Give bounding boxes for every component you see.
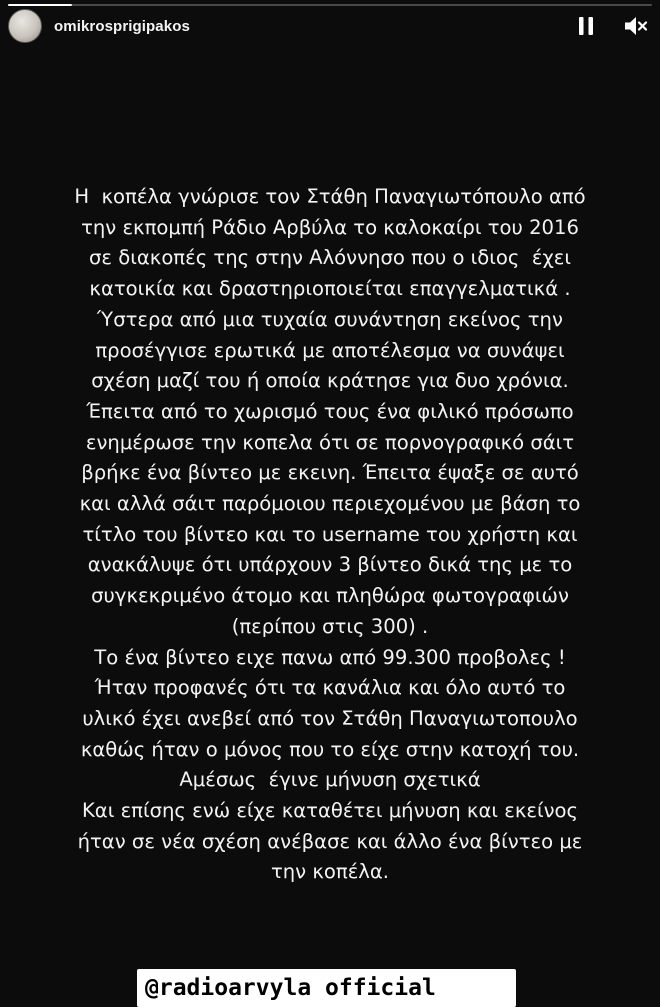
story-text-line: Το ένα βίντεο ειχε πανω από 99.300 προβολες ! (94, 645, 566, 669)
story-text-line: (περίπου στις 300) . (231, 614, 429, 638)
story-text-line: ανακάλυψε ότι υπάρχουν 3 βίντεο δικά της με το (87, 553, 573, 577)
story-text-line: τίτλο του βίντεο και το username του χρήστη και (82, 522, 578, 546)
mute-icon (623, 14, 649, 38)
story-text-line: Αμέσως έγινε μήνυση σχετικά (179, 768, 481, 792)
story-text-line: Ύστερα από μια τυχαία συνάντηση εκείνος την (97, 307, 563, 331)
story-text-line: Έπειτα από το χωρισμό τους ένα φιλικό πρόσωπο (86, 399, 574, 423)
story-header (8, 6, 650, 46)
username[interactable]: omikrosprigipakos (54, 17, 190, 35)
story-text-line: Ήταν προφανές ότι τα κανάλια και όλο αυτό το (94, 676, 566, 700)
story-text-line: βρήκε ένα βίντεο με εκεινη. Έπειτα έψαξε σε αυτό (81, 461, 579, 485)
story-text (0, 182, 660, 888)
story-text-line: την εκπομπή Ράδιο Αρβύλα το καλοκαίρι του 2016 (81, 215, 579, 239)
story-text-line: συγκεκριμένο άτομο και πληθώρα φωτογραφιών (91, 584, 569, 608)
story-text-line: ήταν σε νέα σχέση ανέβασε και άλλο ένα βίντεο με (77, 829, 583, 853)
pause-icon (576, 15, 596, 37)
story-text-line: υλικό έχει ανεβεί από τον Στάθη Παναγιωτοπουλο (82, 706, 578, 730)
story-text-line: ενημέρωσε την κοπελα ότι σε πορνογραφικό σάιτ (85, 430, 575, 454)
pause-button[interactable] (572, 12, 600, 40)
mention-sticker[interactable]: @radioarvyla official (137, 969, 516, 1007)
story-text-line: Και επίσης ενώ είχε καταθέτει μήνυση και εκείνος (81, 799, 579, 823)
story-text-line: σχέση μαζί του ή οποία κράτησε για δυο χρόνια. (91, 369, 569, 393)
story-text-line: κατοικία και δραστηριοποιείται επαγγελματικά . (89, 277, 571, 301)
avatar[interactable] (8, 9, 42, 43)
story-text-line: καθώς ήταν ο μόνος που το είχε στην κατοχή του. (80, 737, 580, 761)
story-controls (572, 12, 650, 40)
story-text-line: Η κοπέλα γνώρισε τον Στάθη Παναγιωτόπουλο από (74, 185, 586, 208)
story-text-line: την κοπέλα. (270, 860, 390, 884)
story-text-line: προσέγγισε ερωτικά με αποτέλεσμα να συνάψει (95, 338, 565, 362)
story-text-line: και αλλά σάιτ παρόμοιου περιεχομένου με βάση το (79, 492, 581, 516)
mute-button[interactable] (622, 12, 650, 40)
story-text-line: σε διακοπές της στην Αλόννησο που ο ιδιος έχει (89, 246, 571, 270)
